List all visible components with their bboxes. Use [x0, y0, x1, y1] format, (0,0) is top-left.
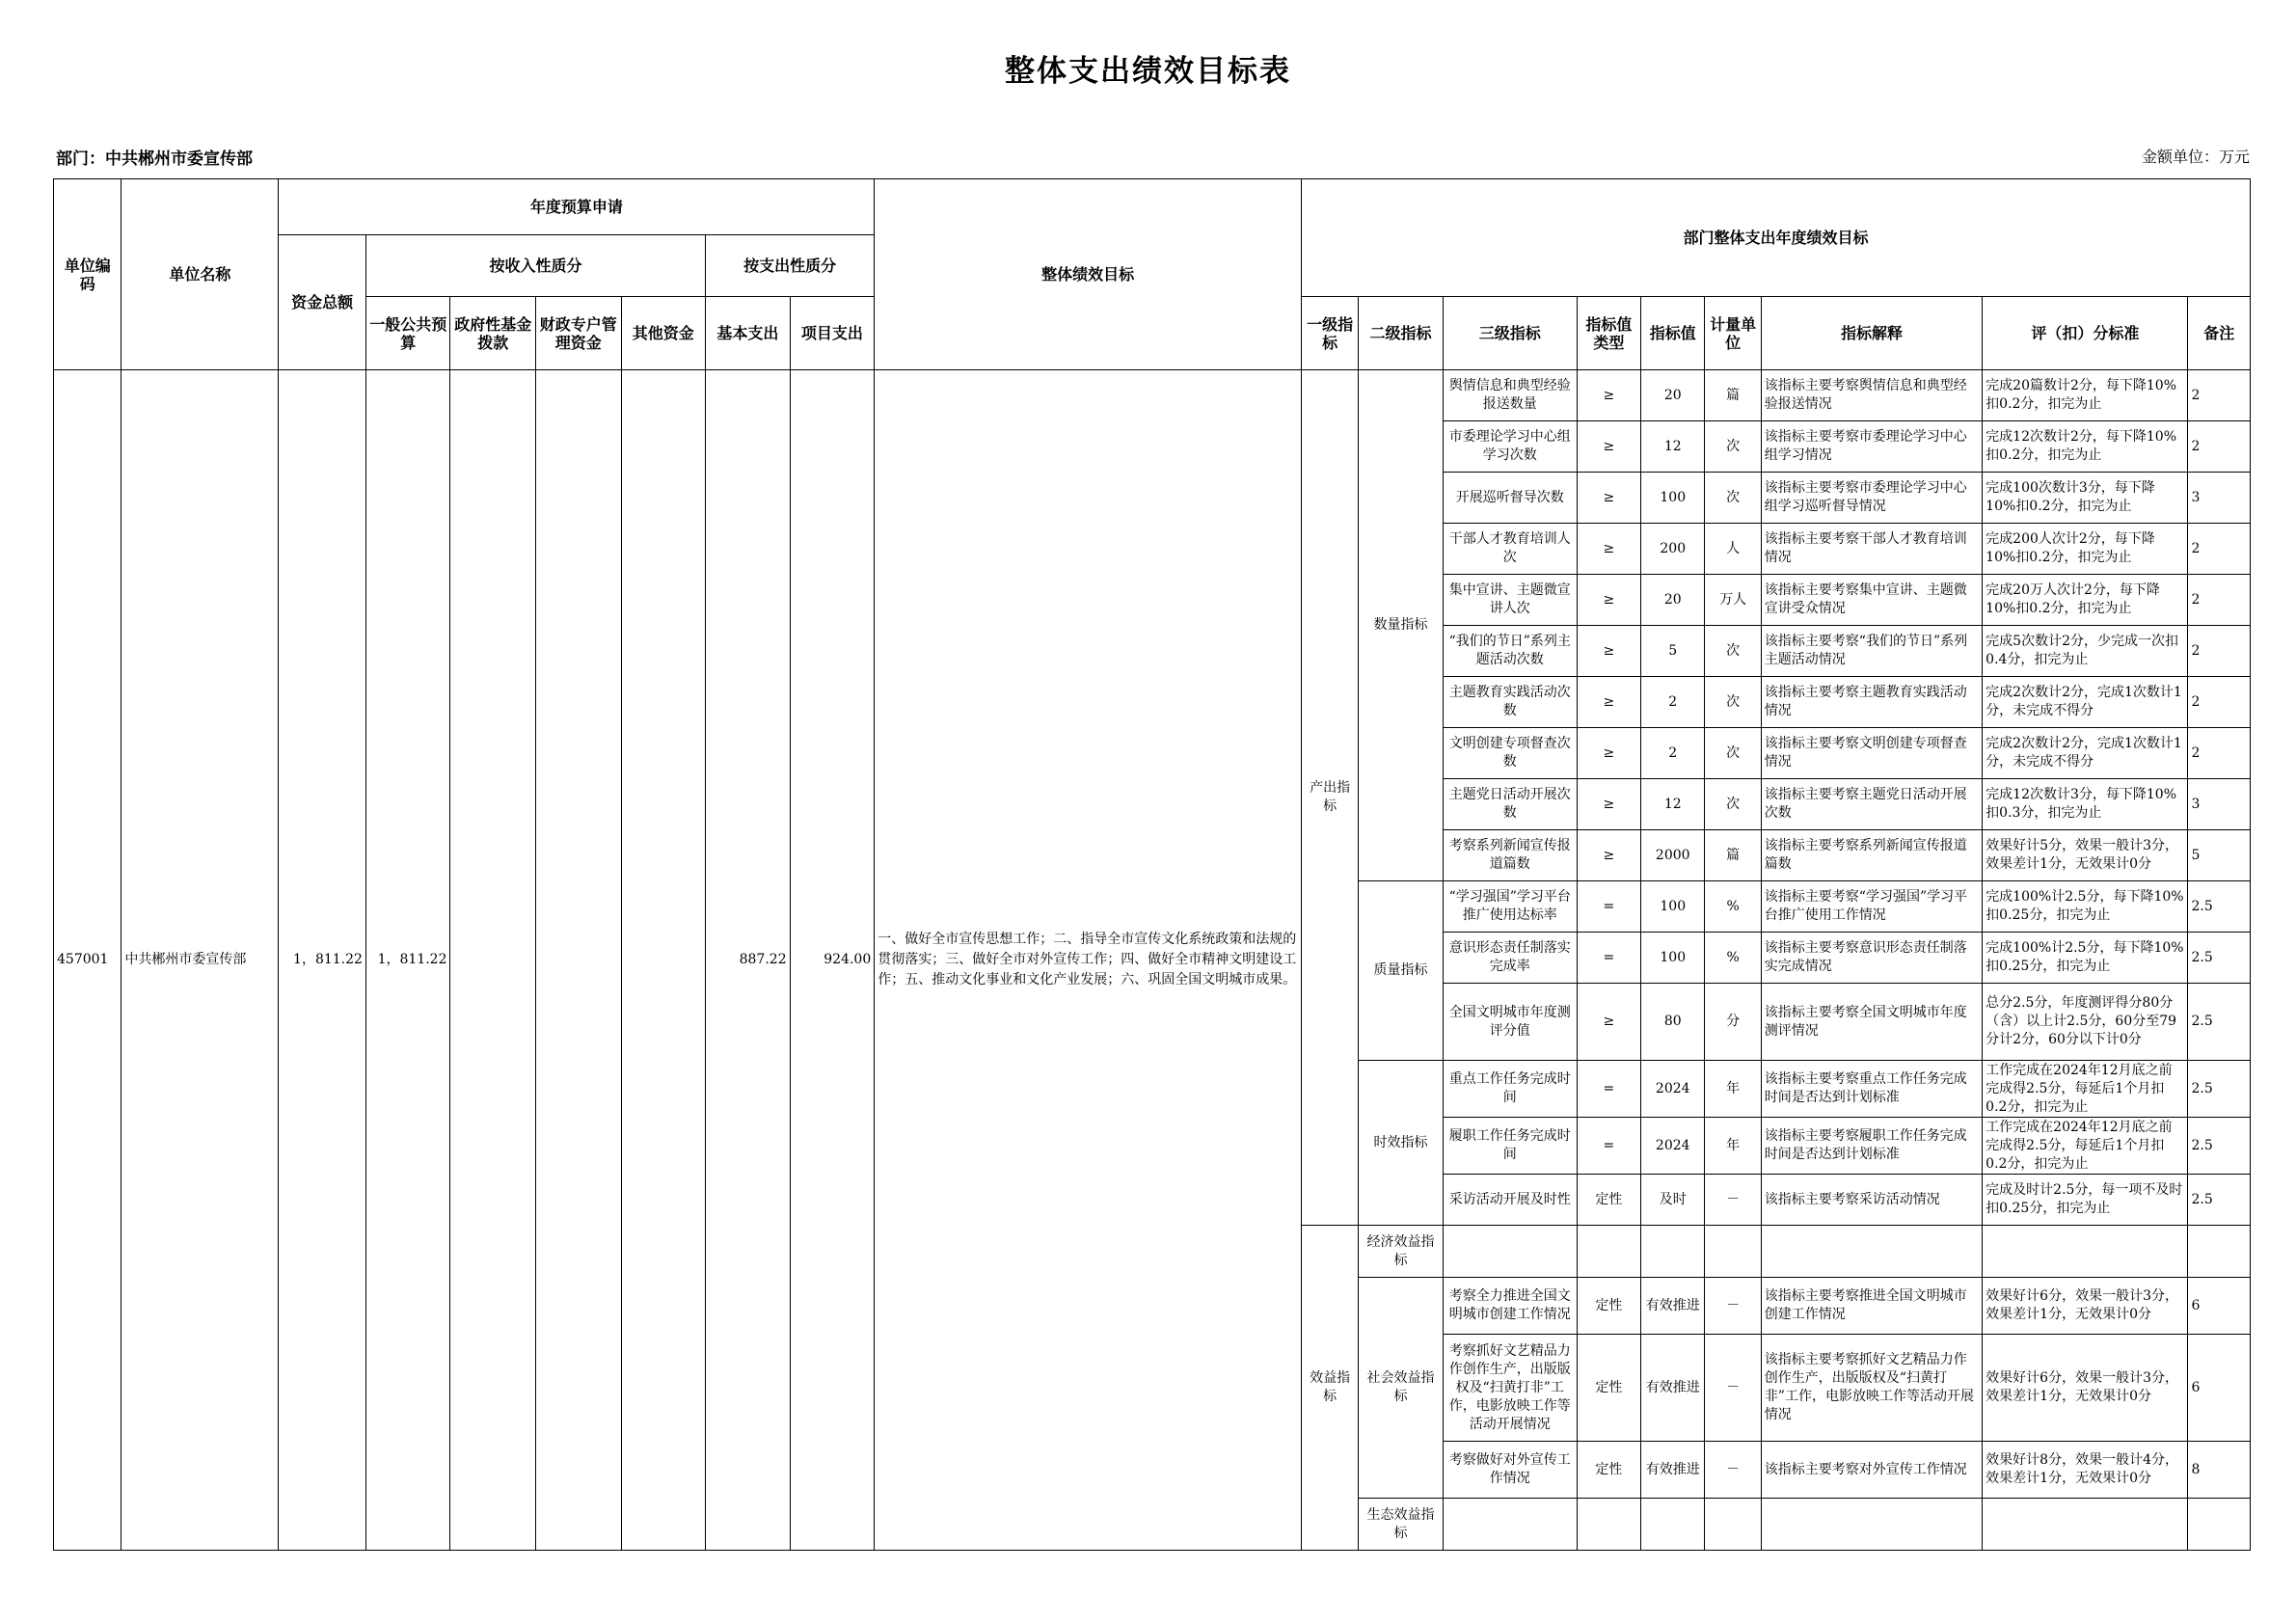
- scoring-cell: 工作完成在2024年12月底之前完成得2.5分，每延后1个月扣0.2分，扣完为止: [1983, 1061, 2188, 1118]
- scoring-cell: 效果好计5分，效果一般计3分，效果差计1分，无效果计0分: [1983, 830, 2188, 881]
- value-cell: 2: [1641, 677, 1705, 728]
- scoring-cell: 效果好计8分，效果一般计4分，效果差计1分，无效果计0分: [1983, 1442, 2188, 1499]
- value-type-cell: ≥: [1577, 677, 1640, 728]
- value-type-cell: ≥: [1577, 575, 1640, 626]
- scoring-cell: 完成12次数计3分，每下降10%扣0.3分，扣完为止: [1983, 779, 2188, 830]
- measure-unit-cell: 年: [1705, 1061, 1761, 1118]
- level3-cell: 主题教育实践活动次数: [1443, 677, 1577, 728]
- explanation-cell: [1761, 1226, 1982, 1278]
- level3-cell: 考察全力推进全国文明城市创建工作情况: [1443, 1278, 1577, 1335]
- value-cell: 80: [1641, 984, 1705, 1061]
- general-public-cell: 1，811.22: [365, 370, 450, 1551]
- explanation-cell: 该指标主要考察市委理论学习中心组学习情况: [1761, 421, 1982, 473]
- value-cell: 2000: [1641, 830, 1705, 881]
- explanation-cell: 该指标主要考察对外宣传工作情况: [1761, 1442, 1982, 1499]
- value-cell: 2024: [1641, 1118, 1705, 1175]
- measure-unit-cell: 万人: [1705, 575, 1761, 626]
- remark-cell: 3: [2188, 779, 2251, 830]
- level3-cell: 集中宣讲、主题微宣讲人次: [1443, 575, 1577, 626]
- measure-unit-cell: [1705, 1499, 1761, 1551]
- explanation-cell: 该指标主要考察履职工作任务完成时间是否达到计划标准: [1761, 1118, 1982, 1175]
- scoring-cell: 完成2次数计2分，完成1次数计1分，未完成不得分: [1983, 677, 2188, 728]
- scoring-cell: 完成20万人次计2分，每下降10%扣0.2分，扣完为止: [1983, 575, 2188, 626]
- value-type-cell: ≥: [1577, 984, 1640, 1061]
- scoring-cell: 完成100次数计3分，每下降10%扣0.2分，扣完为止: [1983, 473, 2188, 524]
- measure-unit-cell: －: [1705, 1335, 1761, 1442]
- value-type-cell: =: [1577, 1061, 1640, 1118]
- measure-unit-cell: 次: [1705, 421, 1761, 473]
- explanation-cell: 该指标主要考察舆情信息和典型经验报送情况: [1761, 370, 1982, 421]
- explanation-cell: 该指标主要考察抓好文艺精品力作创作生产，出版版权及“扫黄打非”工作，电影放映工作等活动开展情况: [1761, 1335, 1982, 1442]
- value-cell: 100: [1641, 881, 1705, 933]
- remark-cell: 2: [2188, 575, 2251, 626]
- scoring-cell: 完成200人次计2分，每下降10%扣0.2分，扣完为止: [1983, 524, 2188, 575]
- gov-fund-cell: [450, 370, 536, 1551]
- level1-benefit: 效益指标: [1301, 1226, 1358, 1551]
- level3-cell: 意识形态责任制落实完成率: [1443, 933, 1577, 984]
- remark-cell: 3: [2188, 473, 2251, 524]
- value-cell: 20: [1641, 370, 1705, 421]
- value-type-cell: 定性: [1577, 1335, 1640, 1442]
- scoring-cell: 完成100%计2.5分，每下降10%扣0.25分，扣完为止: [1983, 933, 2188, 984]
- level3-cell: [1443, 1499, 1577, 1551]
- level2-quality: 质量指标: [1359, 881, 1444, 1061]
- amount-unit-label: 金额单位：万元: [2141, 148, 2250, 166]
- value-type-cell: ≥: [1577, 370, 1640, 421]
- value-type-cell: [1577, 1499, 1640, 1551]
- header-remark: 备注: [2188, 297, 2251, 370]
- measure-unit-cell: －: [1705, 1442, 1761, 1499]
- department-label: 部门：中共郴州市委宣传部: [56, 149, 253, 169]
- level3-cell: 采访活动开展及时性: [1443, 1175, 1577, 1226]
- explanation-cell: 该指标主要考察系列新闻宣传报道篇数: [1761, 830, 1982, 881]
- value-cell: 有效推进: [1641, 1442, 1705, 1499]
- value-type-cell: ≥: [1577, 779, 1640, 830]
- value-type-cell: 定性: [1577, 1442, 1640, 1499]
- value-type-cell: [1577, 1226, 1640, 1278]
- measure-unit-cell: %: [1705, 881, 1761, 933]
- header-measure-unit: 计量单位: [1705, 297, 1761, 370]
- value-cell: 100: [1641, 473, 1705, 524]
- header-total-funds: 资金总额: [279, 235, 366, 370]
- scoring-cell: 工作完成在2024年12月底之前完成得2.5分，每延后1个月扣0.2分，扣完为止: [1983, 1118, 2188, 1175]
- scoring-cell: 完成12次数计2分，每下降10%扣0.2分，扣完为止: [1983, 421, 2188, 473]
- scoring-cell: 完成2次数计2分，完成1次数计1分，未完成不得分: [1983, 728, 2188, 779]
- explanation-cell: 该指标主要考察全国文明城市年度测评情况: [1761, 984, 1982, 1061]
- level2-ecological: 生态效益指标: [1359, 1499, 1444, 1551]
- remark-cell: 2.5: [2188, 1175, 2251, 1226]
- header-level2: 二级指标: [1359, 297, 1444, 370]
- scoring-cell: [1983, 1499, 2188, 1551]
- explanation-cell: 该指标主要考察主题党日活动开展次数: [1761, 779, 1982, 830]
- header-gov-fund: 政府性基金拨款: [450, 297, 536, 370]
- value-cell: 5: [1641, 626, 1705, 677]
- explanation-cell: 该指标主要考察重点工作任务完成时间是否达到计划标准: [1761, 1061, 1982, 1118]
- scoring-cell: 总分2.5分，年度测评得分80分（含）以上计2.5分，60分至79分计2分，60分以下计0分: [1983, 984, 2188, 1061]
- level2-timeliness: 时效指标: [1359, 1061, 1444, 1226]
- remark-cell: 2.5: [2188, 1118, 2251, 1175]
- value-cell: 有效推进: [1641, 1278, 1705, 1335]
- explanation-cell: 该指标主要考察推进全国文明城市创建工作情况: [1761, 1278, 1982, 1335]
- header-basic-expense: 基本支出: [706, 297, 791, 370]
- total-funds-cell: 1，811.22: [279, 370, 366, 1551]
- explanation-cell: 该指标主要考察主题教育实践活动情况: [1761, 677, 1982, 728]
- header-level3: 三级指标: [1443, 297, 1577, 370]
- explanation-cell: 该指标主要考察干部人才教育培训情况: [1761, 524, 1982, 575]
- measure-unit-cell: 次: [1705, 473, 1761, 524]
- header-overall-target: 整体绩效目标: [875, 179, 1302, 370]
- value-cell: 有效推进: [1641, 1335, 1705, 1442]
- measure-unit-cell: %: [1705, 933, 1761, 984]
- measure-unit-cell: 次: [1705, 677, 1761, 728]
- header-other-fund: 其他资金: [621, 297, 706, 370]
- explanation-cell: 该指标主要考察集中宣讲、主题微宣讲受众情况: [1761, 575, 1982, 626]
- remark-cell: 2.5: [2188, 933, 2251, 984]
- header-by-expense: 按支出性质分: [706, 235, 875, 297]
- project-expense-cell: 924.00: [790, 370, 875, 1551]
- value-type-cell: ≥: [1577, 830, 1640, 881]
- remark-cell: 2: [2188, 524, 2251, 575]
- scoring-cell: 完成100%计2.5分，每下降10%扣0.25分，扣完为止: [1983, 881, 2188, 933]
- value-cell: [1641, 1499, 1705, 1551]
- performance-target-table: [53, 178, 2251, 1551]
- remark-cell: 2: [2188, 728, 2251, 779]
- header-annual-budget: 年度预算申请: [279, 179, 875, 235]
- remark-cell: 2: [2188, 370, 2251, 421]
- header-by-income: 按收入性质分: [365, 235, 705, 297]
- measure-unit-cell: 分: [1705, 984, 1761, 1061]
- explanation-cell: 该指标主要考察文明创建专项督查情况: [1761, 728, 1982, 779]
- value-type-cell: ≥: [1577, 524, 1640, 575]
- header-level1: 一级指标: [1301, 297, 1358, 370]
- value-type-cell: ≥: [1577, 473, 1640, 524]
- level3-cell: 市委理论学习中心组学习次数: [1443, 421, 1577, 473]
- remark-cell: [2188, 1226, 2251, 1278]
- explanation-cell: 该指标主要考察“学习强国”学习平台推广使用工作情况: [1761, 881, 1982, 933]
- header-dept-target: 部门整体支出年度绩效目标: [1301, 179, 2250, 297]
- remark-cell: 8: [2188, 1442, 2251, 1499]
- level3-cell: “学习强国”学习平台推广使用达标率: [1443, 881, 1577, 933]
- measure-unit-cell: －: [1705, 1278, 1761, 1335]
- remark-cell: [2188, 1499, 2251, 1551]
- level3-cell: 文明创建专项督查次数: [1443, 728, 1577, 779]
- measure-unit-cell: 人: [1705, 524, 1761, 575]
- other-fund-cell: [621, 370, 706, 1551]
- level1-output: 产出指标: [1301, 370, 1358, 1226]
- explanation-cell: 该指标主要考察市委理论学习中心组学习巡听督导情况: [1761, 473, 1982, 524]
- scoring-cell: [1983, 1226, 2188, 1278]
- remark-cell: 2.5: [2188, 1061, 2251, 1118]
- value-type-cell: 定性: [1577, 1175, 1640, 1226]
- value-type-cell: ≥: [1577, 728, 1640, 779]
- value-cell: 及时: [1641, 1175, 1705, 1226]
- header-explanation: 指标解释: [1761, 297, 1982, 370]
- level3-cell: 主题党日活动开展次数: [1443, 779, 1577, 830]
- measure-unit-cell: 年: [1705, 1118, 1761, 1175]
- value-type-cell: 定性: [1577, 1278, 1640, 1335]
- remark-cell: 2: [2188, 677, 2251, 728]
- special-fund-cell: [536, 370, 622, 1551]
- page-title: 整体支出绩效目标表: [1005, 54, 1291, 89]
- header-value: 指标值: [1641, 297, 1705, 370]
- unit-name-cell: 中共郴州市委宣传部: [122, 370, 279, 1551]
- remark-cell: 5: [2188, 830, 2251, 881]
- explanation-cell: 该指标主要考察意识形态责任制落实完成情况: [1761, 933, 1982, 984]
- remark-cell: 6: [2188, 1335, 2251, 1442]
- value-type-cell: ≥: [1577, 626, 1640, 677]
- value-cell: 20: [1641, 575, 1705, 626]
- value-cell: 2024: [1641, 1061, 1705, 1118]
- value-cell: 100: [1641, 933, 1705, 984]
- level3-cell: 考察做好对外宣传工作情况: [1443, 1442, 1577, 1499]
- level3-cell: 干部人才教育培训人次: [1443, 524, 1577, 575]
- level2-social: 社会效益指标: [1359, 1278, 1444, 1499]
- measure-unit-cell: [1705, 1226, 1761, 1278]
- header-project-expense: 项目支出: [790, 297, 875, 370]
- level2-quantity: 数量指标: [1359, 370, 1444, 881]
- overall-target-cell: 一、做好全市宣传思想工作；二、指导全市宣传文化系统政策和法规的贯彻落实；三、做好全市对外宣传工作；四、做好全市精神文明建设工作；五、推动文化事业和文化产业发展；六、巩固全国文明城市成果。: [875, 370, 1302, 1551]
- level3-cell: 重点工作任务完成时间: [1443, 1061, 1577, 1118]
- explanation-cell: [1761, 1499, 1982, 1551]
- level3-cell: 履职工作任务完成时间: [1443, 1118, 1577, 1175]
- remark-cell: 2.5: [2188, 881, 2251, 933]
- value-cell: 12: [1641, 779, 1705, 830]
- measure-unit-cell: 篇: [1705, 830, 1761, 881]
- basic-expense-cell: 887.22: [706, 370, 791, 1551]
- scoring-cell: 完成及时计2.5分，每一项不及时扣0.25分，扣完为止: [1983, 1175, 2188, 1226]
- remark-cell: 2: [2188, 421, 2251, 473]
- measure-unit-cell: 次: [1705, 779, 1761, 830]
- header-unit-code: 单位编码: [54, 179, 122, 370]
- value-type-cell: =: [1577, 933, 1640, 984]
- measure-unit-cell: 篇: [1705, 370, 1761, 421]
- measure-unit-cell: 次: [1705, 626, 1761, 677]
- level3-cell: 考察系列新闻宣传报道篇数: [1443, 830, 1577, 881]
- measure-unit-cell: 次: [1705, 728, 1761, 779]
- value-type-cell: ≥: [1577, 421, 1640, 473]
- scoring-cell: 完成20篇数计2分，每下降10%扣0.2分，扣完为止: [1983, 370, 2188, 421]
- scoring-cell: 效果好计6分，效果一般计3分，效果差计1分，无效果计0分: [1983, 1278, 2188, 1335]
- header-scoring: 评（扣）分标准: [1983, 297, 2188, 370]
- scoring-cell: 完成5次数计2分，少完成一次扣0.4分，扣完为止: [1983, 626, 2188, 677]
- value-cell: [1641, 1226, 1705, 1278]
- header-value-type: 指标值类型: [1577, 297, 1640, 370]
- explanation-cell: 该指标主要考察采访活动情况: [1761, 1175, 1982, 1226]
- unit-code-cell: 457001: [54, 370, 122, 1551]
- header-special-fund: 财政专户管理资金: [536, 297, 622, 370]
- level3-cell: “我们的节日”系列主题活动次数: [1443, 626, 1577, 677]
- explanation-cell: 该指标主要考察“我们的节日”系列主题活动情况: [1761, 626, 1982, 677]
- remark-cell: 2: [2188, 626, 2251, 677]
- measure-unit-cell: －: [1705, 1175, 1761, 1226]
- level3-cell: [1443, 1226, 1577, 1278]
- value-type-cell: =: [1577, 1118, 1640, 1175]
- level3-cell: 考察抓好文艺精品力作创作生产，出版版权及“扫黄打非”工作，电影放映工作等活动开展情况: [1443, 1335, 1577, 1442]
- level3-cell: 开展巡听督导次数: [1443, 473, 1577, 524]
- value-cell: 200: [1641, 524, 1705, 575]
- header-general-public: 一般公共预算: [365, 297, 450, 370]
- remark-cell: 6: [2188, 1278, 2251, 1335]
- value-cell: 2: [1641, 728, 1705, 779]
- header-unit-name: 单位名称: [122, 179, 279, 370]
- level3-cell: 全国文明城市年度测评分值: [1443, 984, 1577, 1061]
- indicator-row: [54, 370, 2251, 421]
- scoring-cell: 效果好计6分，效果一般计3分，效果差计1分，无效果计0分: [1983, 1335, 2188, 1442]
- value-cell: 12: [1641, 421, 1705, 473]
- value-type-cell: =: [1577, 881, 1640, 933]
- remark-cell: 2.5: [2188, 984, 2251, 1061]
- level3-cell: 舆情信息和典型经验报送数量: [1443, 370, 1577, 421]
- level2-economic: 经济效益指标: [1359, 1226, 1444, 1278]
